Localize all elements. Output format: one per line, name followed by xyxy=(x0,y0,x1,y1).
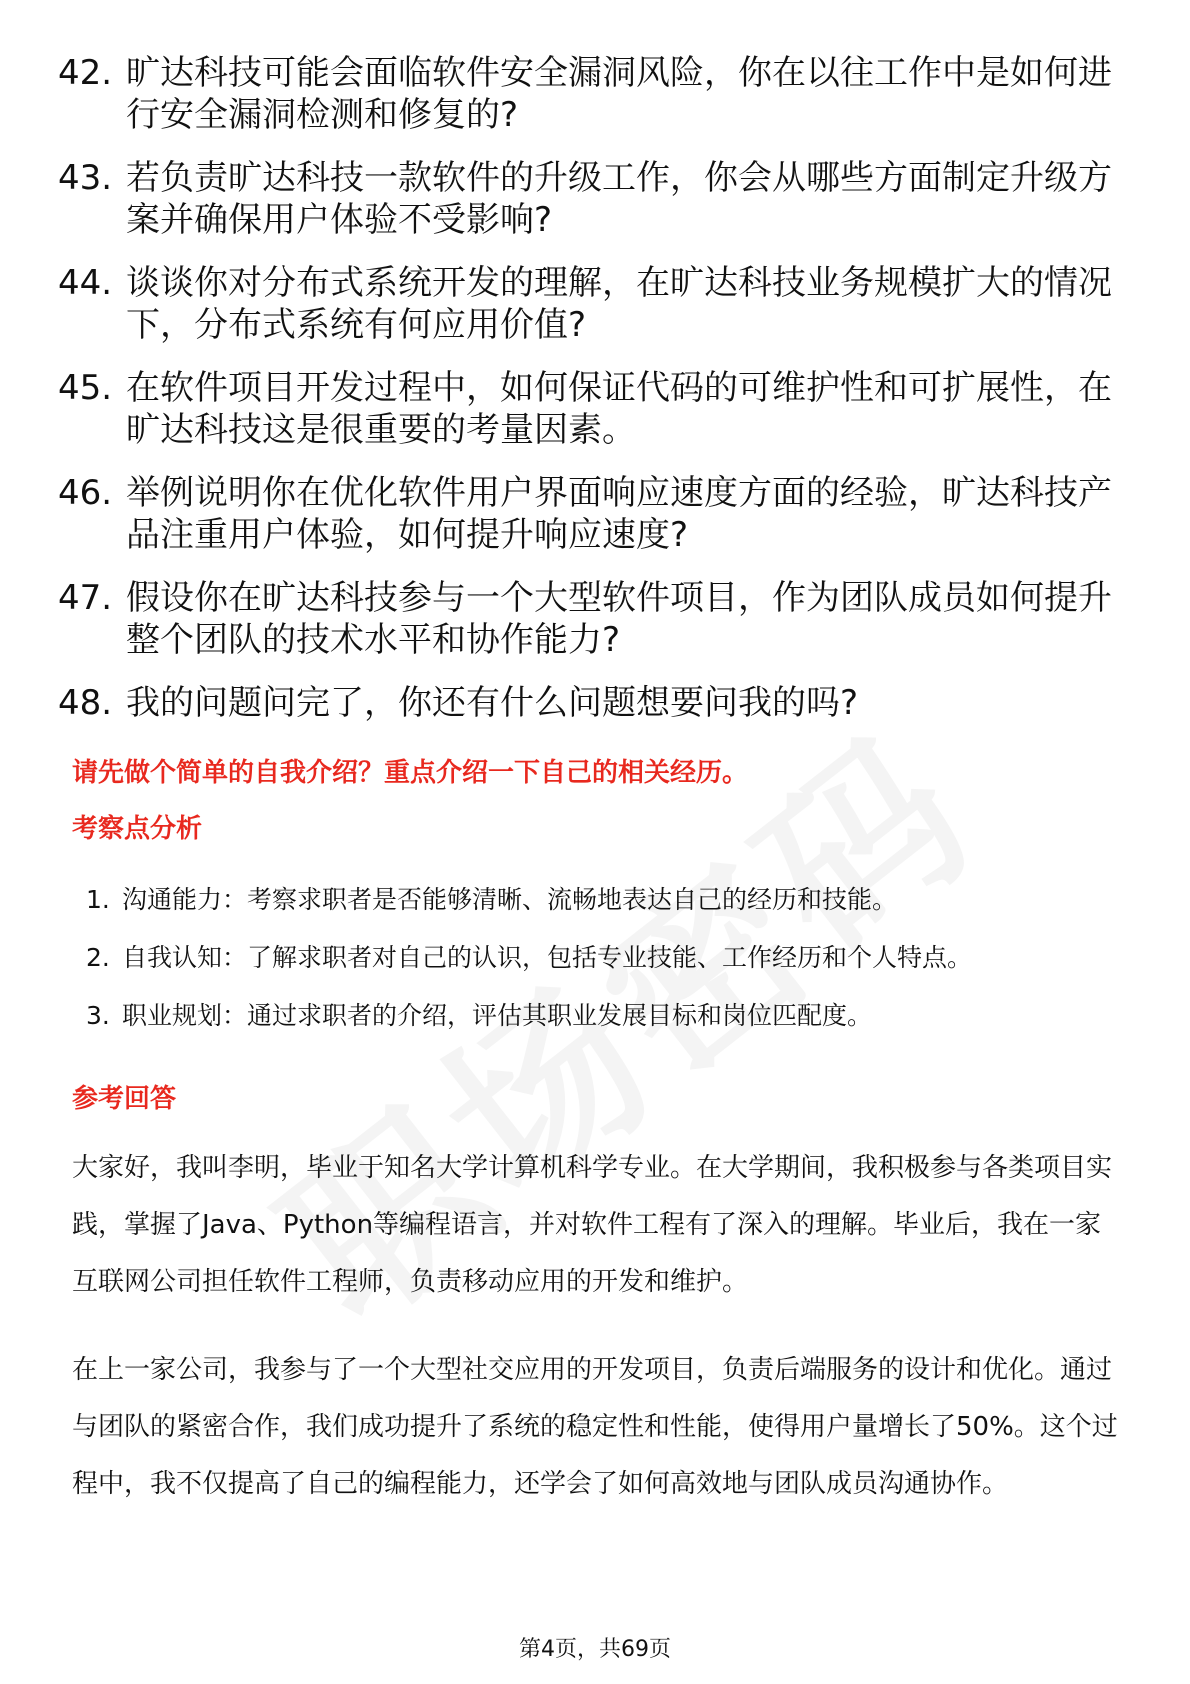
question-item xyxy=(58,472,1138,556)
question-number: 44. xyxy=(58,263,113,303)
question-item xyxy=(58,577,1138,661)
question-number: 47. xyxy=(58,578,113,618)
point-number: 1. xyxy=(86,885,110,914)
question-text: 旷达科技可能会面临软件安全漏洞风险，你在以往工作中是如何进行安全漏洞检测和修复的? xyxy=(126,53,1112,135)
point-number: 3. xyxy=(86,1001,110,1030)
analysis-point xyxy=(86,885,1146,915)
analysis-point xyxy=(86,943,1146,973)
point-text: 沟通能力：考察求职者是否能够清晰、流畅地表达自己的经历和技能。 xyxy=(122,885,898,914)
analysis-point xyxy=(86,1001,1146,1031)
question-number: 46. xyxy=(58,473,113,513)
question-item xyxy=(58,682,1138,724)
answer-paragraph: 在上一家公司，我参与了一个大型社交应用的开发项目，负责后端服务的设计和优化。通过与团队的紧密合作，我们成功提升了系统的稳定性和性能，使得用户量增长了50%。这个过程中，我不仅提高了自己的编程能力，还学会了如何高效地与团队成员沟通协作。 xyxy=(72,1355,1118,1499)
analysis-point-list xyxy=(86,885,1146,1059)
question-item xyxy=(58,52,1138,136)
question-text: 我的问题问完了，你还有什么问题想要问我的吗? xyxy=(126,683,859,723)
question-number: 43. xyxy=(58,158,113,198)
question-number: 42. xyxy=(58,53,113,93)
question-text: 若负责旷达科技一款软件的升级工作，你会从哪些方面制定升级方案并确保用户体验不受影响? xyxy=(126,158,1112,240)
question-item xyxy=(58,367,1138,451)
question-item xyxy=(58,157,1138,241)
question-item xyxy=(58,262,1138,346)
question-list xyxy=(58,52,1138,745)
question-text: 谈谈你对分布式系统开发的理解，在旷达科技业务规模扩大的情况下，分布式系统有何应用价值? xyxy=(126,263,1112,345)
point-number: 2. xyxy=(86,943,110,972)
answer-heading: 参考回答 xyxy=(72,1084,177,1114)
question-text: 举例说明你在优化软件用户界面响应速度方面的经验，旷达科技产品注重用户体验，如何提升响应速度? xyxy=(126,473,1112,555)
analysis-heading: 考察点分析 xyxy=(72,814,203,844)
question-text: 在软件项目开发过程中，如何保证代码的可维护性和可扩展性，在旷达科技这是很重要的考量因素。 xyxy=(126,368,1112,450)
point-text: 自我认知：了解求职者对自己的认识，包括专业技能、工作经历和个人特点。 xyxy=(122,943,973,972)
answer-paragraph: 大家好，我叫李明，毕业于知名大学计算机科学专业。在大学期间，我积极参与各类项目实践，掌握了Java、Python等编程语言，并对软件工程有了深入的理解。毕业后，我在一家互联网公司担任软件工程师，负责移动应用的开发和维护。 xyxy=(72,1153,1113,1297)
question-number: 45. xyxy=(58,368,113,408)
point-text: 职业规划：通过求职者的介绍，评估其职业发展目标和岗位匹配度。 xyxy=(122,1001,873,1030)
section-question-heading: 请先做个简单的自我介绍？重点介绍一下自己的相关经历。 xyxy=(72,758,749,788)
question-text: 假设你在旷达科技参与一个大型软件项目，作为团队成员如何提升整个团队的技术水平和协作能力? xyxy=(126,578,1112,660)
question-number: 48. xyxy=(58,683,113,723)
page-footer: 第4页，共69页 xyxy=(519,1637,671,1662)
